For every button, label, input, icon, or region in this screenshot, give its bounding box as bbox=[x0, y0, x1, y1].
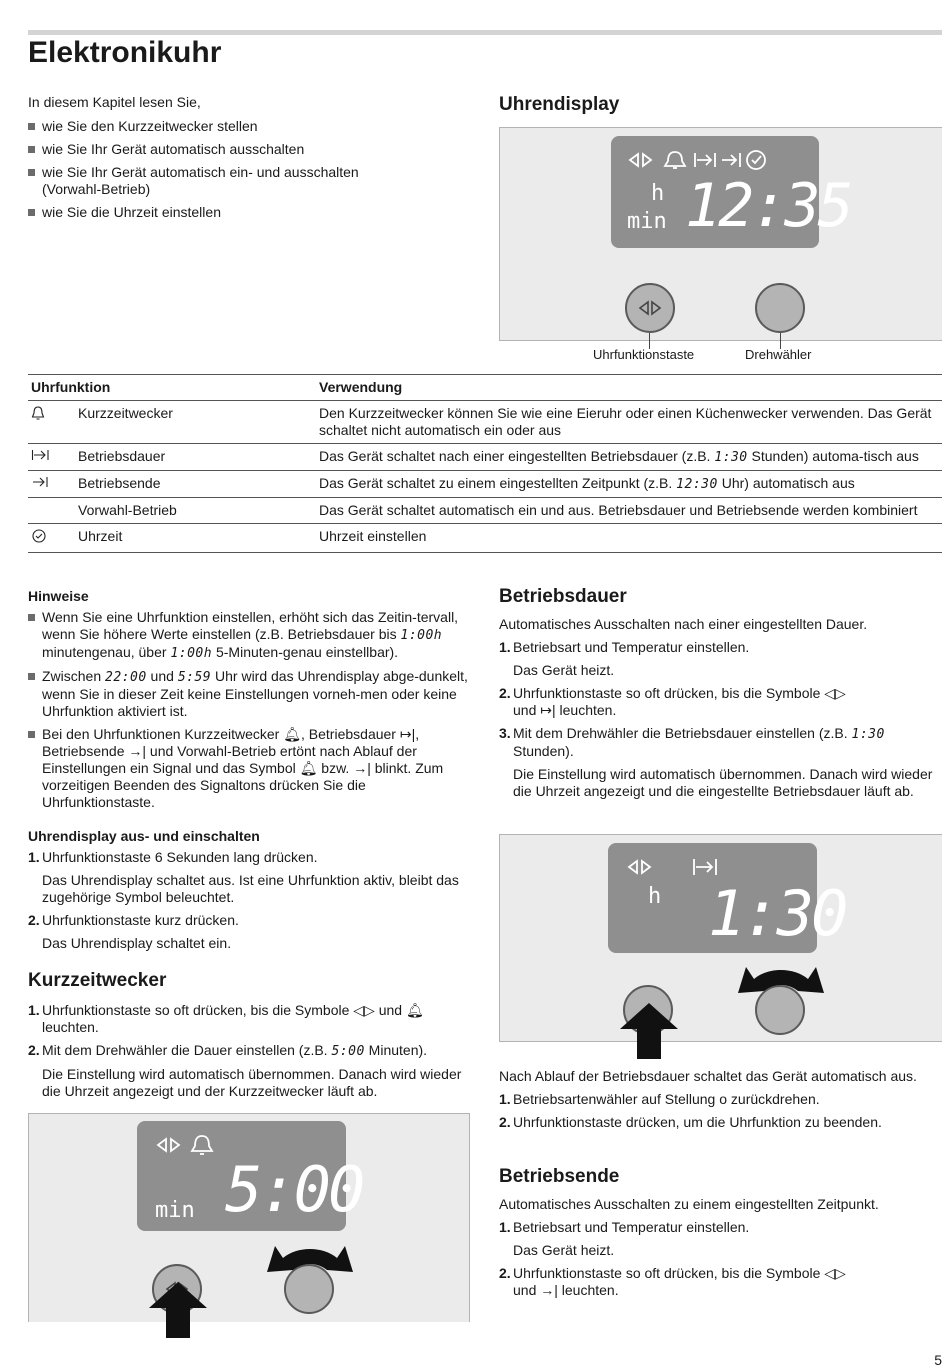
display-unit-min: min bbox=[627, 209, 667, 234]
step-text: Uhrfunktionstaste 6 Sekunden lang drücken. bbox=[42, 849, 318, 865]
seg-value: 5:59 bbox=[177, 670, 212, 685]
list-item bbox=[28, 726, 468, 811]
seg-value: 22:00 bbox=[105, 670, 147, 685]
step-item bbox=[499, 1219, 942, 1236]
uhrendisplay-panel bbox=[499, 127, 942, 341]
step-item bbox=[499, 685, 942, 719]
arrows-icon: ◁▷ bbox=[824, 1265, 846, 1281]
display-unit-min: min bbox=[155, 1198, 195, 1223]
clock-display bbox=[608, 843, 846, 953]
step-number: 1. bbox=[499, 1091, 511, 1107]
list-item: wie Sie Ihr Gerät automatisch ein- und ausschalten (Vorwahl-Betrieb) bbox=[28, 164, 408, 198]
table-cell-name: Betriebsende bbox=[78, 475, 161, 491]
step-number: 1. bbox=[499, 639, 511, 655]
display-toggle-section bbox=[28, 828, 468, 952]
step-text: Uhrfunktionstaste so oft drücken, bis die Symbole bbox=[513, 1265, 825, 1281]
seg-value: 12:30 bbox=[676, 477, 718, 492]
display-time: 5:00 bbox=[225, 1153, 363, 1226]
page-number: 5 bbox=[934, 1352, 942, 1368]
table-row bbox=[28, 471, 942, 498]
text: 5-Minuten-genau einstellbar). bbox=[212, 644, 399, 660]
table-row bbox=[28, 444, 942, 471]
display-time: 12:35 bbox=[685, 171, 851, 241]
text: blinkt. Zum vorzeitigen Beenden des Signaltons drücken Sie die Uhrfunktionstaste. bbox=[42, 760, 444, 810]
hinweise-section bbox=[28, 588, 468, 817]
step-item bbox=[28, 1042, 473, 1060]
betriebsdauer-panel bbox=[499, 834, 942, 1042]
intro-section bbox=[28, 94, 468, 227]
step-number: 2. bbox=[499, 1265, 511, 1281]
step-text: Betriebsartenwähler auf Stellung o zurückdrehen. bbox=[513, 1091, 820, 1107]
table-cell-use bbox=[319, 444, 942, 471]
betriebsdauer-end-section bbox=[499, 1068, 942, 1131]
betriebsdauer-heading: Betriebsdauer bbox=[499, 586, 627, 607]
step-result: Die Einstellung wird automatisch übernommen. Danach wird wieder die Uhrzeit angezeigt und die eingestellte Betriebsdauer läuft ab. bbox=[513, 766, 933, 799]
list-item: wie Sie die Uhrzeit einstellen bbox=[28, 204, 468, 221]
display-unit-h: h bbox=[651, 181, 665, 206]
step-text: Betriebsart und Temperatur einstellen. bbox=[513, 639, 750, 655]
step-text: Betriebsart und Temperatur einstellen. bbox=[513, 1219, 750, 1235]
step-item bbox=[28, 912, 468, 929]
table-cell-use: Den Kurzzeitwecker können Sie wie eine Eieruhr oder einen Küchenwecker verwenden. Das Gerät schaltet nicht automatisch ein oder aus bbox=[319, 405, 932, 438]
step-number: 3. bbox=[499, 725, 511, 741]
text: und Vorwahl-Betrieb ertönt nach Ablauf der Einstellungen ein Signal und das Symbol bbox=[42, 743, 417, 776]
page-title: Elektronikuhr bbox=[28, 36, 222, 69]
table-cell-name: Betriebsdauer bbox=[78, 448, 166, 464]
kurzzeitwecker-section bbox=[28, 970, 473, 1100]
table-text: Uhr) automatisch aus bbox=[717, 475, 855, 491]
clock-icon bbox=[28, 524, 78, 553]
table-text: Stunden) automa-tisch aus bbox=[747, 448, 919, 464]
step-number: 1. bbox=[28, 1002, 40, 1018]
seg-value: 1:30 bbox=[851, 727, 885, 742]
step-item bbox=[499, 725, 942, 760]
text: bzw. bbox=[317, 760, 354, 776]
step-result: Das Uhrendisplay schaltet ein. bbox=[42, 935, 232, 951]
clock-display bbox=[611, 136, 851, 248]
end-time-icon bbox=[28, 471, 78, 498]
end-time-icon: →| bbox=[353, 760, 371, 776]
display-toggle-heading: Uhrendisplay aus- und einschalten bbox=[28, 828, 260, 844]
text: minutengenau, über bbox=[42, 644, 171, 660]
table-cell-name: Uhrzeit bbox=[78, 528, 123, 544]
uhrendisplay-heading: Uhrendisplay bbox=[499, 94, 620, 115]
kurzzeitwecker-heading: Kurzzeitwecker bbox=[28, 970, 167, 991]
list-item bbox=[28, 668, 468, 720]
list-item bbox=[28, 609, 468, 662]
step-text: leuchten. bbox=[42, 1019, 99, 1035]
rotate-arrow-icon bbox=[265, 1236, 355, 1280]
step-number: 2. bbox=[28, 1042, 40, 1058]
step-text: Stunden). bbox=[513, 743, 574, 759]
step-text: leuchten. bbox=[557, 1282, 619, 1298]
step-result: Die Einstellung wird automatisch übernommen. Danach wird wieder die Uhrzeit angezeigt und der Kurzzeitwecker läuft ab. bbox=[42, 1066, 462, 1099]
rotate-arrow-icon bbox=[736, 957, 826, 1001]
duration-icon: ↦| bbox=[540, 702, 556, 718]
intro-lead: In diesem Kapitel lesen Sie, bbox=[28, 94, 201, 110]
table-cell-name: Kurzzeitwecker bbox=[78, 405, 173, 421]
betriebsdauer-after: Nach Ablauf der Betriebsdauer schaltet das Gerät automatisch aus. bbox=[499, 1068, 917, 1084]
step-text: Minuten). bbox=[364, 1042, 428, 1058]
list-item: wie Sie den Kurzzeitwecker stellen bbox=[28, 118, 468, 135]
press-arrow-icon bbox=[618, 1001, 680, 1059]
step-item bbox=[499, 1114, 942, 1131]
step-number: 1. bbox=[499, 1219, 511, 1235]
table-cell-use: Das Gerät schaltet automatisch ein und aus. Betriebsdauer und Betriebsende werden kombiniert bbox=[319, 502, 918, 518]
clock-display bbox=[137, 1121, 363, 1231]
duration-icon bbox=[28, 444, 78, 471]
table-cell-name: Vorwahl-Betrieb bbox=[78, 502, 177, 518]
display-symbols-icon bbox=[155, 1133, 219, 1159]
list-item: wie Sie Ihr Gerät automatisch ausschalten bbox=[28, 141, 468, 158]
table-text: Das Gerät schaltet zu einem eingestellten Zeitpunkt (z.B. bbox=[319, 475, 677, 491]
hinweise-list bbox=[28, 609, 468, 811]
bell-icon bbox=[28, 401, 78, 444]
table-cell-use bbox=[319, 471, 942, 498]
step-item bbox=[499, 1091, 942, 1108]
bell-icon: 🔔︎ bbox=[299, 760, 318, 776]
betriebsende-heading: Betriebsende bbox=[499, 1166, 620, 1187]
end-time-icon: →| bbox=[128, 743, 147, 759]
rotary-knob[interactable] bbox=[755, 283, 805, 333]
label-button: Uhrfunktionstaste bbox=[593, 347, 695, 362]
display-time: 1:30 bbox=[708, 877, 846, 950]
press-arrow-icon bbox=[147, 1280, 209, 1338]
text: Wenn Sie eine Uhrfunktion einstellen, erhöht sich das Zeitin-tervall, wenn Sie höhere Werte einstellen (z.B. Betriebsdauer bis bbox=[42, 609, 459, 642]
text: und bbox=[146, 668, 178, 684]
arrows-icon: ◁▷ bbox=[824, 685, 846, 701]
display-symbol-row-icon bbox=[627, 148, 807, 172]
step-number: 2. bbox=[499, 1114, 511, 1130]
text: , Betriebsende bbox=[42, 726, 420, 759]
clock-function-button[interactable] bbox=[625, 283, 675, 333]
arrows-icon bbox=[627, 285, 673, 331]
intro-list bbox=[28, 118, 468, 221]
betriebsdauer-section bbox=[499, 586, 942, 800]
label-knob: Drehwähler bbox=[745, 347, 812, 362]
table-cell-use: Uhrzeit einstellen bbox=[319, 528, 427, 544]
text: Uhr wird das Uhrendisplay abge-dunkelt, wenn Sie in dieser Zeit keine Einstellungen vorneh-men oder keine Uhrfunktion aktiviert ist. bbox=[42, 668, 468, 719]
arrows-icon: ◁▷ bbox=[353, 1002, 375, 1018]
betriebsende-section bbox=[499, 1166, 942, 1299]
top-rule bbox=[28, 30, 942, 35]
text: , Betriebsdauer bbox=[301, 726, 400, 742]
table-header-row bbox=[28, 375, 942, 401]
text: Bei den Uhrfunktionen Kurzzeitwecker bbox=[42, 726, 284, 742]
step-number: 1. bbox=[28, 849, 40, 865]
function-table bbox=[28, 374, 942, 553]
kurzzeitwecker-panel bbox=[28, 1113, 470, 1322]
hinweise-heading: Hinweise bbox=[28, 588, 89, 604]
step-text: und bbox=[513, 1282, 541, 1298]
step-number: 2. bbox=[28, 912, 40, 928]
step-item bbox=[499, 1265, 942, 1299]
table-row bbox=[28, 498, 942, 524]
betriebsende-lead: Automatisches Ausschalten zu einem eingestellten Zeitpunkt. bbox=[499, 1196, 879, 1212]
betriebsdauer-lead: Automatisches Ausschalten nach einer eingestellten Dauer. bbox=[499, 616, 868, 632]
end-time-icon: →| bbox=[540, 1282, 558, 1298]
step-item bbox=[499, 639, 942, 656]
duration-icon: ↦| bbox=[399, 726, 416, 742]
text: Zwischen bbox=[42, 668, 106, 684]
step-result: Das Gerät heizt. bbox=[513, 662, 615, 678]
display-unit-h: h bbox=[648, 884, 662, 909]
step-result: Das Uhrendisplay schaltet aus. Ist eine Uhrfunktion aktiv, bleibt das zugehörige Symbol beleuchtet. bbox=[42, 872, 459, 905]
step-text: Uhrfunktionstaste so oft drücken, bis die Symbole bbox=[42, 1002, 354, 1018]
table-text: Das Gerät schaltet nach einer eingestellten Betriebsdauer (z.B. bbox=[319, 448, 715, 464]
step-number: 2. bbox=[499, 685, 511, 701]
table-row bbox=[28, 401, 942, 444]
table-header-use: Verwendung bbox=[319, 379, 403, 395]
step-text: Uhrfunktionstaste so oft drücken, bis die Symbole bbox=[513, 685, 825, 701]
bell-icon: 🔔︎ bbox=[405, 1002, 424, 1018]
table-row bbox=[28, 524, 942, 553]
step-text: Mit dem Drehwähler die Dauer einstellen (z.B. bbox=[42, 1042, 332, 1058]
seg-value: 1:00h bbox=[400, 628, 443, 643]
seg-value: 1:30 bbox=[714, 450, 748, 465]
step-text: Mit dem Drehwähler die Betriebsdauer einstellen (z.B. bbox=[513, 725, 852, 741]
step-text: Uhrfunktionstaste kurz drücken. bbox=[42, 912, 239, 928]
bell-icon: 🔔︎ bbox=[283, 726, 302, 742]
step-result: Das Gerät heizt. bbox=[513, 1242, 615, 1258]
display-symbols bbox=[627, 148, 807, 172]
step-text: und bbox=[374, 1002, 406, 1018]
seg-value: 1:00h bbox=[170, 646, 213, 661]
step-item bbox=[28, 1002, 473, 1036]
seg-value: 5:00 bbox=[331, 1044, 365, 1059]
step-text: Uhrfunktionstaste drücken, um die Uhrfunktion zu beenden. bbox=[513, 1114, 882, 1130]
step-text: und bbox=[513, 702, 541, 718]
step-text: leuchten. bbox=[555, 702, 617, 718]
step-item bbox=[28, 849, 468, 866]
table-header-function: Uhrfunktion bbox=[31, 379, 111, 395]
